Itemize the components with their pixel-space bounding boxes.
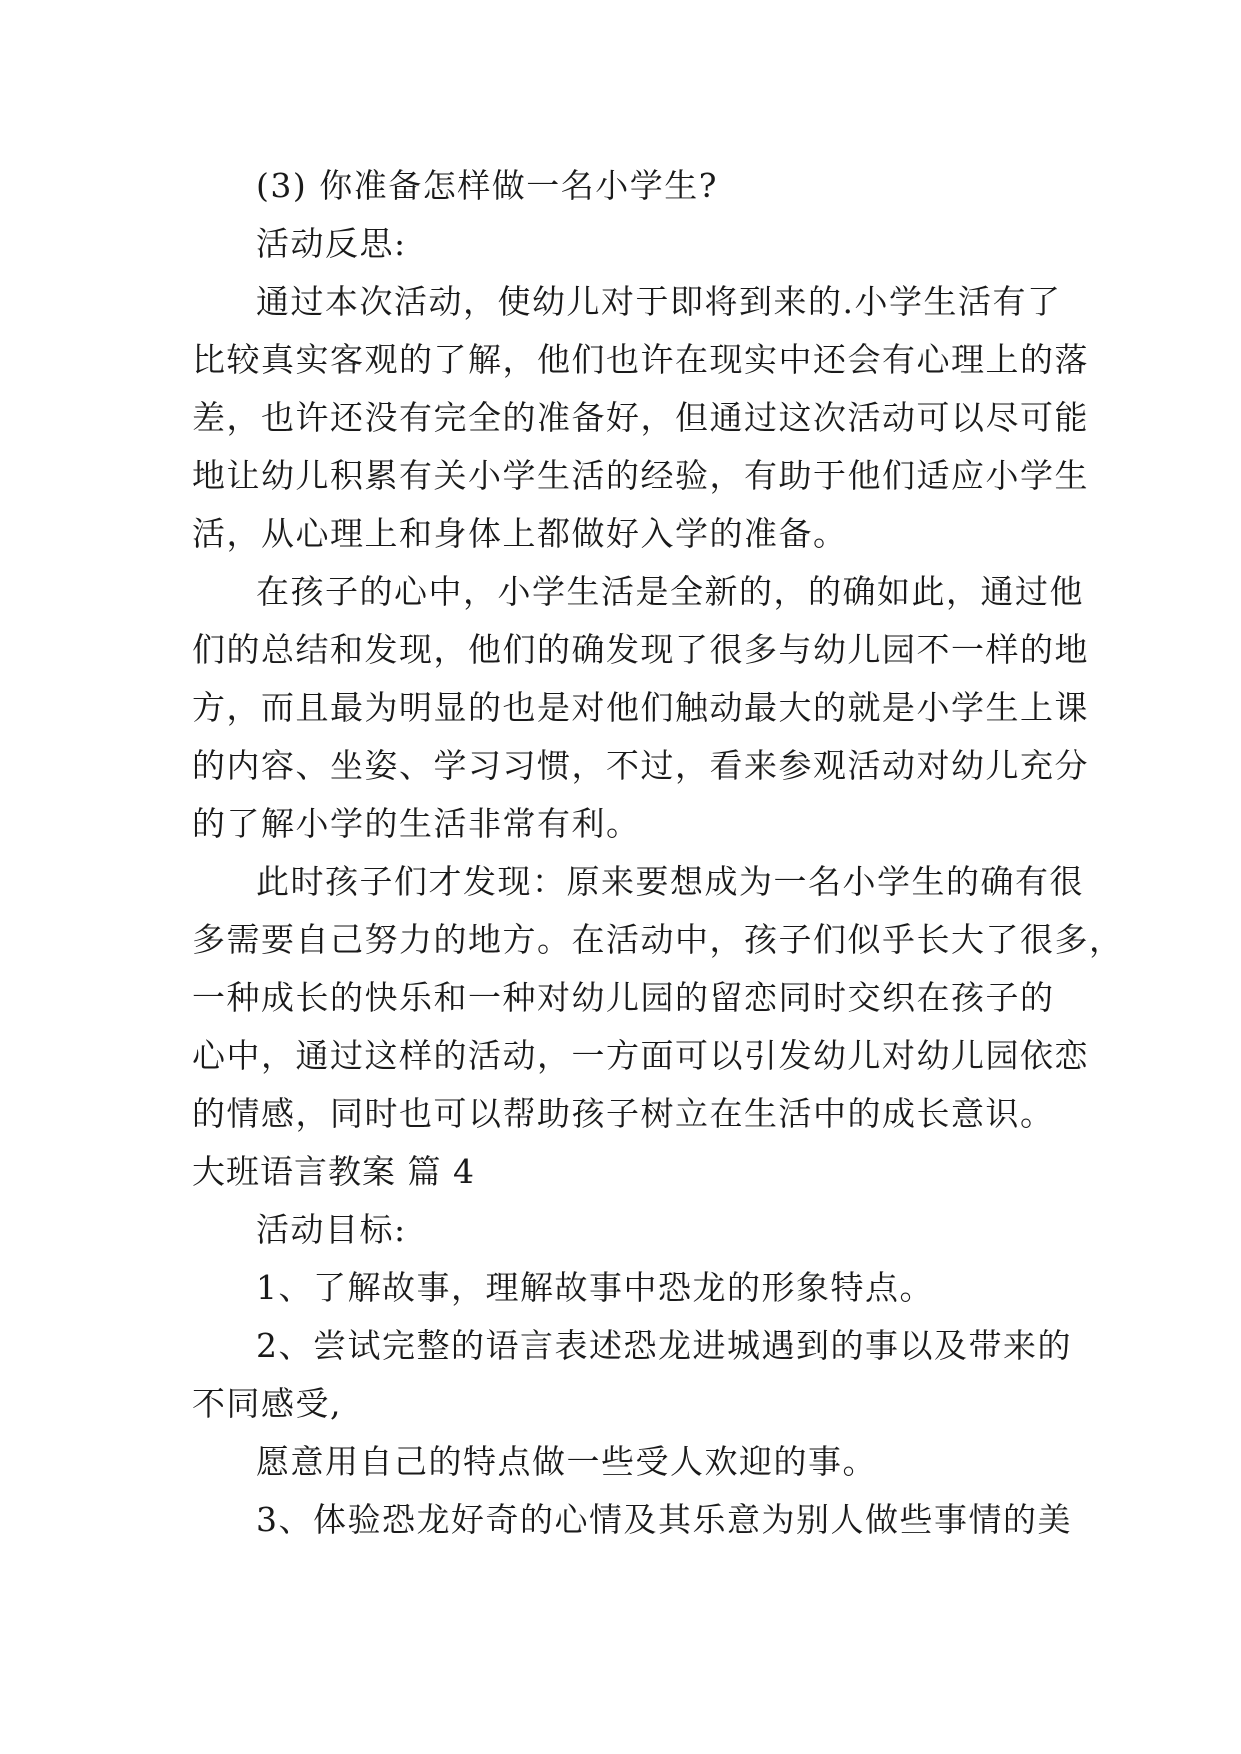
list-item: 3、体验恐龙好奇的心情及其乐意为别人做些事情的美: [256, 1500, 1072, 1539]
paragraph-line: 活，从心理上和身体上都做好入学的准备。: [192, 514, 848, 553]
paragraph-line: 差，也许还没有完全的准备好，但通过这次活动可以尽可能: [192, 398, 1089, 437]
paragraph-line: 在孩子的心中，小学生活是全新的，的确如此，通过他: [256, 572, 1084, 611]
paragraph-line: 们的总结和发现，他们的确发现了很多与幼儿园不一样的地: [192, 630, 1089, 669]
list-item: 2、尝试完整的语言表述恐龙进城遇到的事以及带来的: [256, 1326, 1072, 1365]
list-item-continuation: 不同感受,: [192, 1384, 342, 1423]
paragraph-line: 比较真实客观的了解，他们也许在现实中还会有心理上的落: [192, 340, 1089, 379]
paragraph-line: 心中，通过这样的活动，一方面可以引发幼儿对幼儿园依恋: [192, 1036, 1089, 1075]
paragraph-line: 的内容、坐姿、学习习惯，不过，看来参观活动对幼儿充分: [192, 746, 1089, 785]
section-label: 活动反思:: [256, 224, 407, 263]
paragraph-line: 地让幼儿积累有关小学生活的经验，有助于他们适应小学生: [192, 456, 1089, 495]
section-label: 活动目标:: [256, 1210, 407, 1249]
section-heading: 大班语言教案 篇 4: [192, 1152, 475, 1191]
text-line: (3) 你准备怎样做一名小学生?: [256, 166, 718, 205]
paragraph-line: 此时孩子们才发现：原来要想成为一名小学生的确有很: [256, 862, 1084, 901]
text-line: 愿意用自己的特点做一些受人欢迎的事。: [256, 1442, 877, 1481]
paragraph-line: 方，而且最为明显的也是对他们触动最大的就是小学生上课: [192, 688, 1089, 727]
paragraph-line: 一种成长的快乐和一种对幼儿园的留恋同时交织在孩子的: [192, 978, 1055, 1017]
list-item: 1、了解故事，理解故事中恐龙的形象特点。: [256, 1268, 934, 1307]
paragraph-line: 的了解小学的生活非常有利。: [192, 804, 641, 843]
paragraph-line: 通过本次活动，使幼儿对于即将到来的.小学生活有了: [256, 282, 1062, 321]
paragraph-line: 的情感，同时也可以帮助孩子树立在生活中的成长意识。: [192, 1094, 1055, 1133]
paragraph-line: 多需要自己努力的地方。在活动中，孩子们似乎长大了很多，: [192, 920, 1124, 959]
